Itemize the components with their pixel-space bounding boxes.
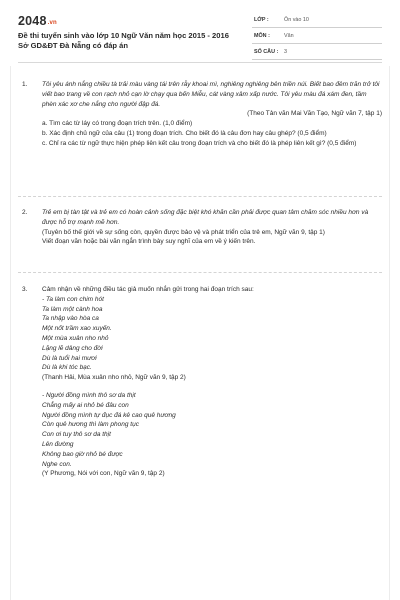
poem-line: Người đồng mình tự đục đá kê cao quê hương [42,411,176,419]
question-3 [18,285,382,479]
poem-line: - Ta làm con chim hót [42,295,104,303]
page-border-left [10,66,11,600]
exam-title [18,31,258,51]
poem-line: Lặng lẽ dâng cho đời [42,344,103,352]
q1-part-a: a. Tìm các từ láy có trong đoạn trích trên. (1,0 điểm) [42,120,193,128]
question-2 [18,208,382,247]
poem-2-source: (Y Phương, Nói với con, Ngữ văn 9, tập 2) [42,470,165,478]
poem-1-source: (Thanh Hải, Mùa xuân nho nhỏ, Ngữ văn 9, tập 2) [42,374,186,382]
poem-line: Một nốt trầm xao xuyến. [42,325,112,333]
meta-label: SỐ CÂU : [254,49,279,55]
q2-task: Viết đoạn văn hoặc bài văn ngắn trình bày suy nghĩ của em về ý kiến trên. [42,238,256,246]
meta-table [252,12,382,60]
poem-line: Con ơi tuy thô sơ da thịt [42,431,111,439]
meta-value: Văn [284,33,294,39]
meta-row-count [252,44,382,60]
poem-line: Dù là khi tóc bạc. [42,364,92,372]
poem-line: Ta nhập vào hòa ca [42,315,99,323]
title-line-1: Đề thi tuyển sinh vào lớp 10 Ngữ Văn năm học 2015 - 2016 [18,31,229,40]
q1-part-b: b. Xác định chủ ngữ của câu (1) trong đoạn trích. Cho biết đó là câu đơn hay câu ghép? (0,5 điểm) [42,129,327,137]
q1-part-c: c. Chỉ ra các từ ngữ thực hiện phép liên kết câu trong đoạn trích và cho biết đó là phép liên kết gì? (0,5 điểm) [42,139,357,147]
q2-quote: Trẻ em bị tàn tật và trẻ em có hoàn cảnh sống đặc biệt khó khăn cần phải được quan tâm chăm sóc nhiều hơn và được hỗ trợ mạnh mẽ hơn. [42,209,369,226]
q1-source: (Theo Tản văn Mai Văn Tạo, Ngữ văn 7, tập 1) [247,110,382,118]
meta-value: Ôn vào 10 [284,17,309,23]
site-logo[interactable] [18,14,57,28]
header [0,0,400,66]
header-divider [18,62,382,63]
title-line-2: Sở GD&ĐT Đà Nẵng có đáp án [18,41,129,50]
poem-line: Chẳng mấy ai nhỏ bé đâu con [42,401,129,409]
meta-row-subject [252,28,382,44]
poem-line: Nghe con. [42,460,72,468]
poem-line: - Người đồng mình thô sơ da thịt [42,391,136,399]
poem-2 [42,391,382,469]
spacer [42,383,382,391]
q1-passage: Tôi yêu ánh nắng chiều tà trải màu vàng tái trên rẫy khoai mì, nghiêng nghiêng bên triền núi. Biết bao đêm trăn trở tôi viết bao trang về con rạch nhỏ cạn lờ chạy qua bến Miễu, cát vàng xâm xấp nước. Tôi yêu màu đá xám đen, tầm phèn xác xơ che nắng cho người đập đá. [42,81,380,108]
question-number: 1. [22,81,28,88]
logo-text: 2048 [18,14,47,28]
poem-line: Còn quê hương thì làm phong tục [42,421,139,429]
logo-suffix: .vn [47,20,57,26]
question-1 [18,80,382,149]
meta-label: MÔN : [254,33,270,39]
page-border-right [389,66,390,600]
poem-line: Một mùa xuân nho nhỏ [42,334,109,342]
poem-line: Dù là tuổi hai mươi [42,354,97,362]
question-separator [18,196,382,197]
meta-label: LỚP : [254,17,269,23]
poem-line: Lên đường [42,440,74,448]
q2-source: (Tuyên bố thế giới về sự sống còn, quyền được bảo vệ và phát triển của trẻ em, Ngữ văn 9, tập 1) [42,228,325,236]
meta-row-class [252,12,382,28]
question-number: 2. [22,209,28,216]
poem-line: Ta làm một cành hoa [42,305,103,313]
question-number: 3. [22,286,28,293]
poem-line: Không bao giờ nhỏ bé được [42,450,123,458]
poem-1 [42,295,382,373]
question-separator [18,272,382,273]
meta-value: 3 [284,49,287,55]
q3-prompt: Cảm nhận về những điều tác giả muốn nhắn gửi trong hai đoạn trích sau: [42,286,254,293]
